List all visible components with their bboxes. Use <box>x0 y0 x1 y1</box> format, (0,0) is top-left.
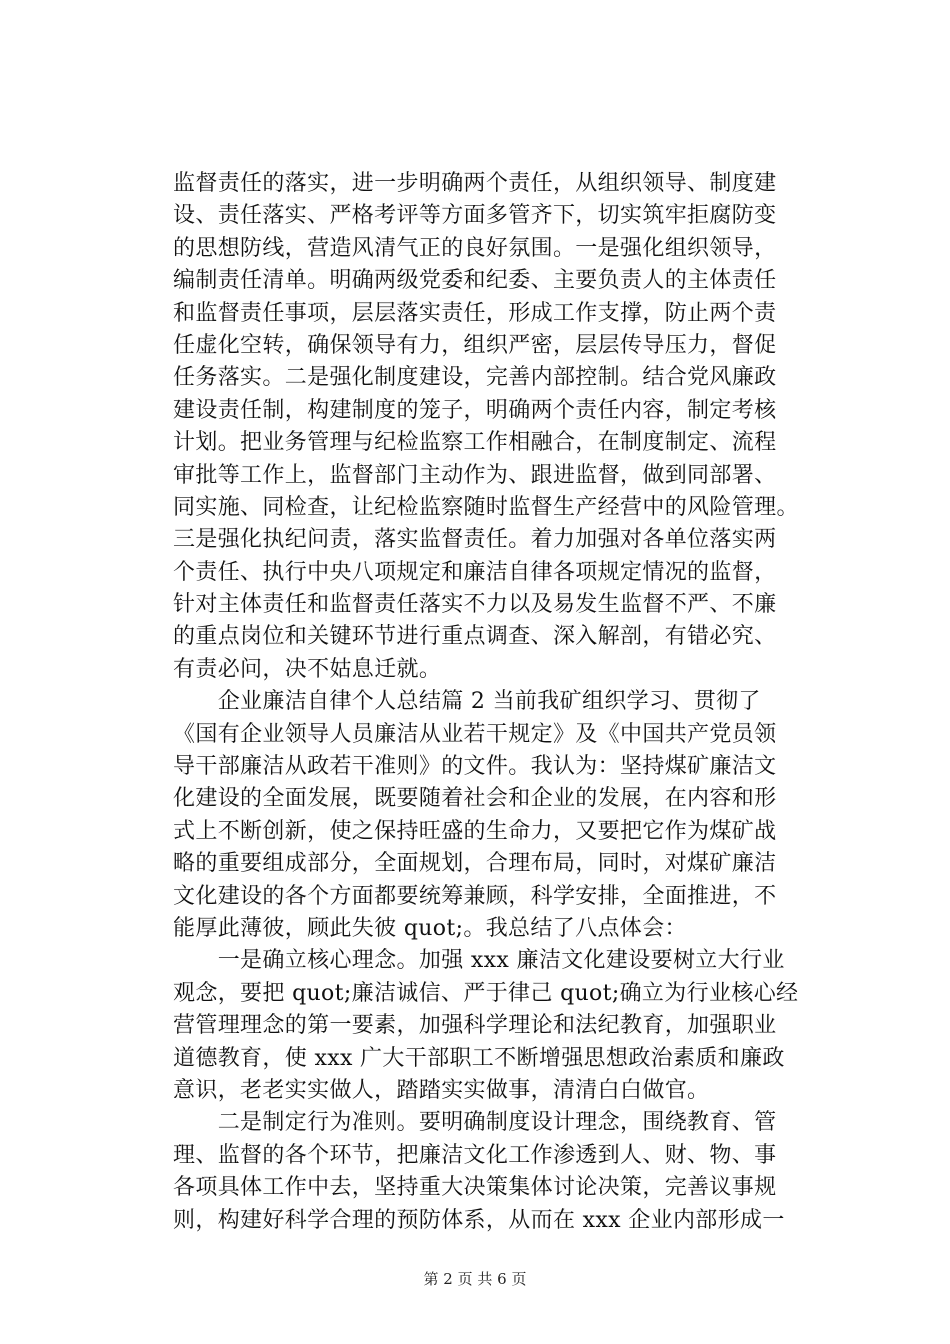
text-line: 针对主体责任和监督责任落实不力以及易发生监督不严、不廉 <box>173 592 777 618</box>
text-line: 导干部廉洁从政若干准则》的文件。我认为：坚持煤矿廉洁文 <box>173 754 777 780</box>
text-line: 计划。把业务管理与纪检监察工作相融合，在制度制定、流程 <box>173 430 777 456</box>
text-line: 则，构建好科学合理的预防体系，从而在 xxx 企业内部形成一 <box>173 1207 785 1233</box>
text-line: 道德教育，使 xxx 广大干部职工不断增强思想政治素质和廉政 <box>173 1045 785 1071</box>
text-line: 任务落实。二是强化制度建设，完善内部控制。结合党风廉政 <box>173 365 777 391</box>
text-line: 同实施、同检查，让纪检监察随时监督生产经营中的风险管理。 <box>173 494 799 520</box>
text-line: 意识，老老实实做人，踏踏实实做事，清清白白做官。 <box>173 1077 710 1103</box>
text-line: 任虚化空转，确保领导有力，组织严密，层层传导压力，督促 <box>173 332 777 358</box>
text-line: 个责任、执行中央八项规定和廉洁自律各项规定情况的监督， <box>173 559 777 585</box>
text-line: 式上不断创新，使之保持旺盛的生命力，又要把它作为煤矿战 <box>173 818 777 844</box>
page-number-footer: 第 2 页 共 6 页 <box>423 1270 527 1288</box>
text-line: 能厚此薄彼，顾此失彼 quot;。我总结了八点体会： <box>173 915 687 941</box>
text-line: 和监督责任事项，层层落实责任，形成工作支撑，防止两个责 <box>173 300 777 326</box>
text-line: 监督责任的落实，进一步明确两个责任，从组织领导、制度建 <box>173 171 777 196</box>
text-line: 化建设的全面发展，既要随着社会和企业的发展，在内容和形 <box>173 786 777 812</box>
document-body <box>173 168 841 1237</box>
text-line: 营管理理念的第一要素，加强科学理论和法纪教育，加强职业 <box>173 1013 777 1039</box>
text-line: 三是强化执纪问责，落实监督责任。着力加强对各单位落实两 <box>173 527 777 553</box>
text-line: 一是确立核心理念。加强 xxx 廉洁文化建设要树立大行业 <box>173 948 785 974</box>
text-line: 建设责任制，构建制度的笼子，明确两个责任内容，制定考核 <box>173 397 777 423</box>
text-line: 二是制定行为准则。要明确制度设计理念，围绕教育、管 <box>173 1110 777 1136</box>
text-line: 的重点岗位和关键环节进行重点调查、深入解剖，有错必究、 <box>173 624 777 650</box>
text-line: 编制责任清单。明确两级党委和纪委、主要负责人的主体责任 <box>173 268 777 294</box>
text-line: 《国有企业领导人员廉洁从业若干规定》及《中国共产党员领 <box>173 721 777 747</box>
text-line: 设、责任落实、严格考评等方面多管齐下，切实筑牢拒腐防变 <box>173 203 777 229</box>
text-line: 企业廉洁自律个人总结篇 2 当前我矿组织学习、贯彻了 <box>173 689 761 715</box>
text-line: 各项具体工作中去，坚持重大决策集体讨论决策，完善议事规 <box>173 1175 777 1201</box>
text-line: 有责必问，决不姑息迁就。 <box>173 656 442 682</box>
text-line: 审批等工作上，监督部门主动作为、跟进监督，做到同部署、 <box>173 462 777 488</box>
text-line: 理、监督的各个环节，把廉洁文化工作渗透到人、财、物、事 <box>173 1142 777 1168</box>
text-line: 略的重要组成部分，全面规划，合理布局，同时，对煤矿廉洁 <box>173 851 777 877</box>
text-line: 观念，要把 quot;廉洁诚信、严于律己 quot;确立为行业核心经 <box>173 980 799 1006</box>
text-line: 文化建设的各个方面都要统筹兼顾，科学安排，全面推进，不 <box>173 883 777 909</box>
text-line: 的思想防线，营造风清气正的良好氛围。一是强化组织领导， <box>173 235 777 261</box>
